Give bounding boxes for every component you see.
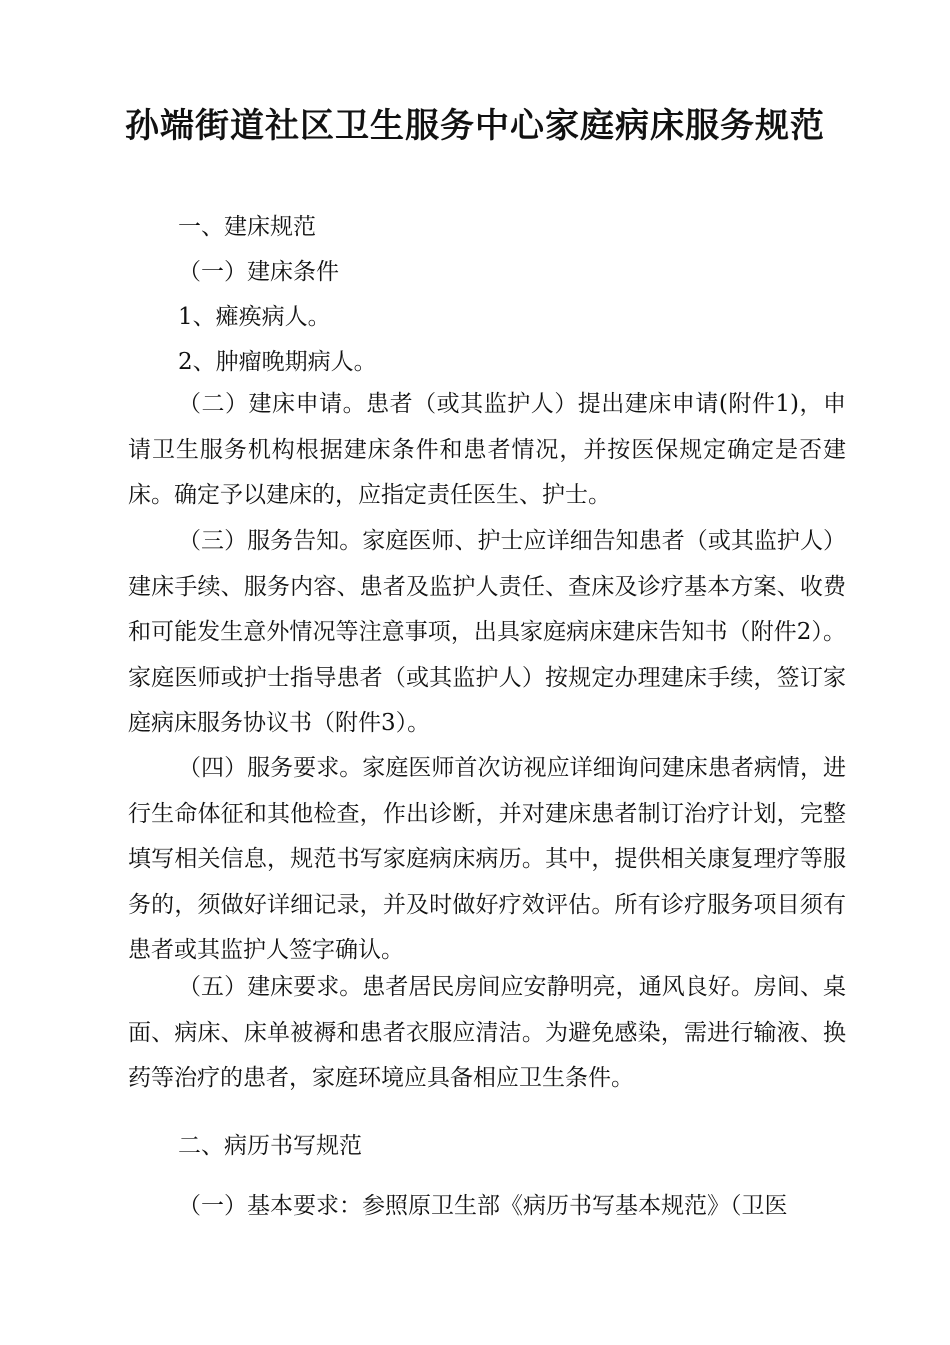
paragraph-bed-application: （二）建床申请。患者（或其监护人）提出建床申请(附件1)，申请卫生服务机构根据建床条件和患者情况，并按医保规定确定是否建床。确定予以建床的，应指定责任医生、护士。 (128, 391, 846, 508)
condition-item-2: 2、肿瘤晚期病人。 (178, 349, 377, 375)
section-heading-bed-standards: 一、建床规范 (178, 214, 316, 240)
paragraph-service-notice: （三）服务告知。家庭医师、护士应详细告知患者（或其监护人）建床手续、服务内容、患者及监护人责任、查床及诊疗基本方案、收费和可能发生意外情况等注意事项，出具家庭病床建床告知书（附件2）。家庭医师或护士指导患者（或其监护人）按规定办理建床手续，签订家庭病床服务协议书（附件3）。 (128, 528, 846, 736)
section-heading-records-standards: 二、病历书写规范 (178, 1133, 362, 1159)
paragraph-basic-requirements: （一）基本要求：参照原卫生部《病历书写基本规范》（卫医 (178, 1193, 788, 1219)
condition-item-1: 1、瘫痪病人。 (178, 304, 331, 330)
paragraph-service-requirements: （四）服务要求。家庭医师首次访视应详细询问建床患者病情，进行生命体征和其他检查，作出诊断，并对建床患者制订治疗计划，完整填写相关信息，规范书写家庭病床病历。其中，提供相关康复理疗等服务的，须做好详细记录，并及时做好疗效评估。所有诊疗服务项目须有患者或其监护人签字确认。 (128, 755, 846, 963)
subsection-heading-bed-conditions: （一）建床条件 (178, 259, 339, 285)
paragraph-bed-requirements: （五）建床要求。患者居民房间应安静明亮，通风良好。房间、桌面、病床、床单被褥和患者衣服应清洁。为避免感染，需进行输液、换药等治疗的患者，家庭环境应具备相应卫生条件。 (128, 974, 846, 1091)
document-title: 孙端街道社区卫生服务中心家庭病床服务规范 (125, 106, 825, 146)
